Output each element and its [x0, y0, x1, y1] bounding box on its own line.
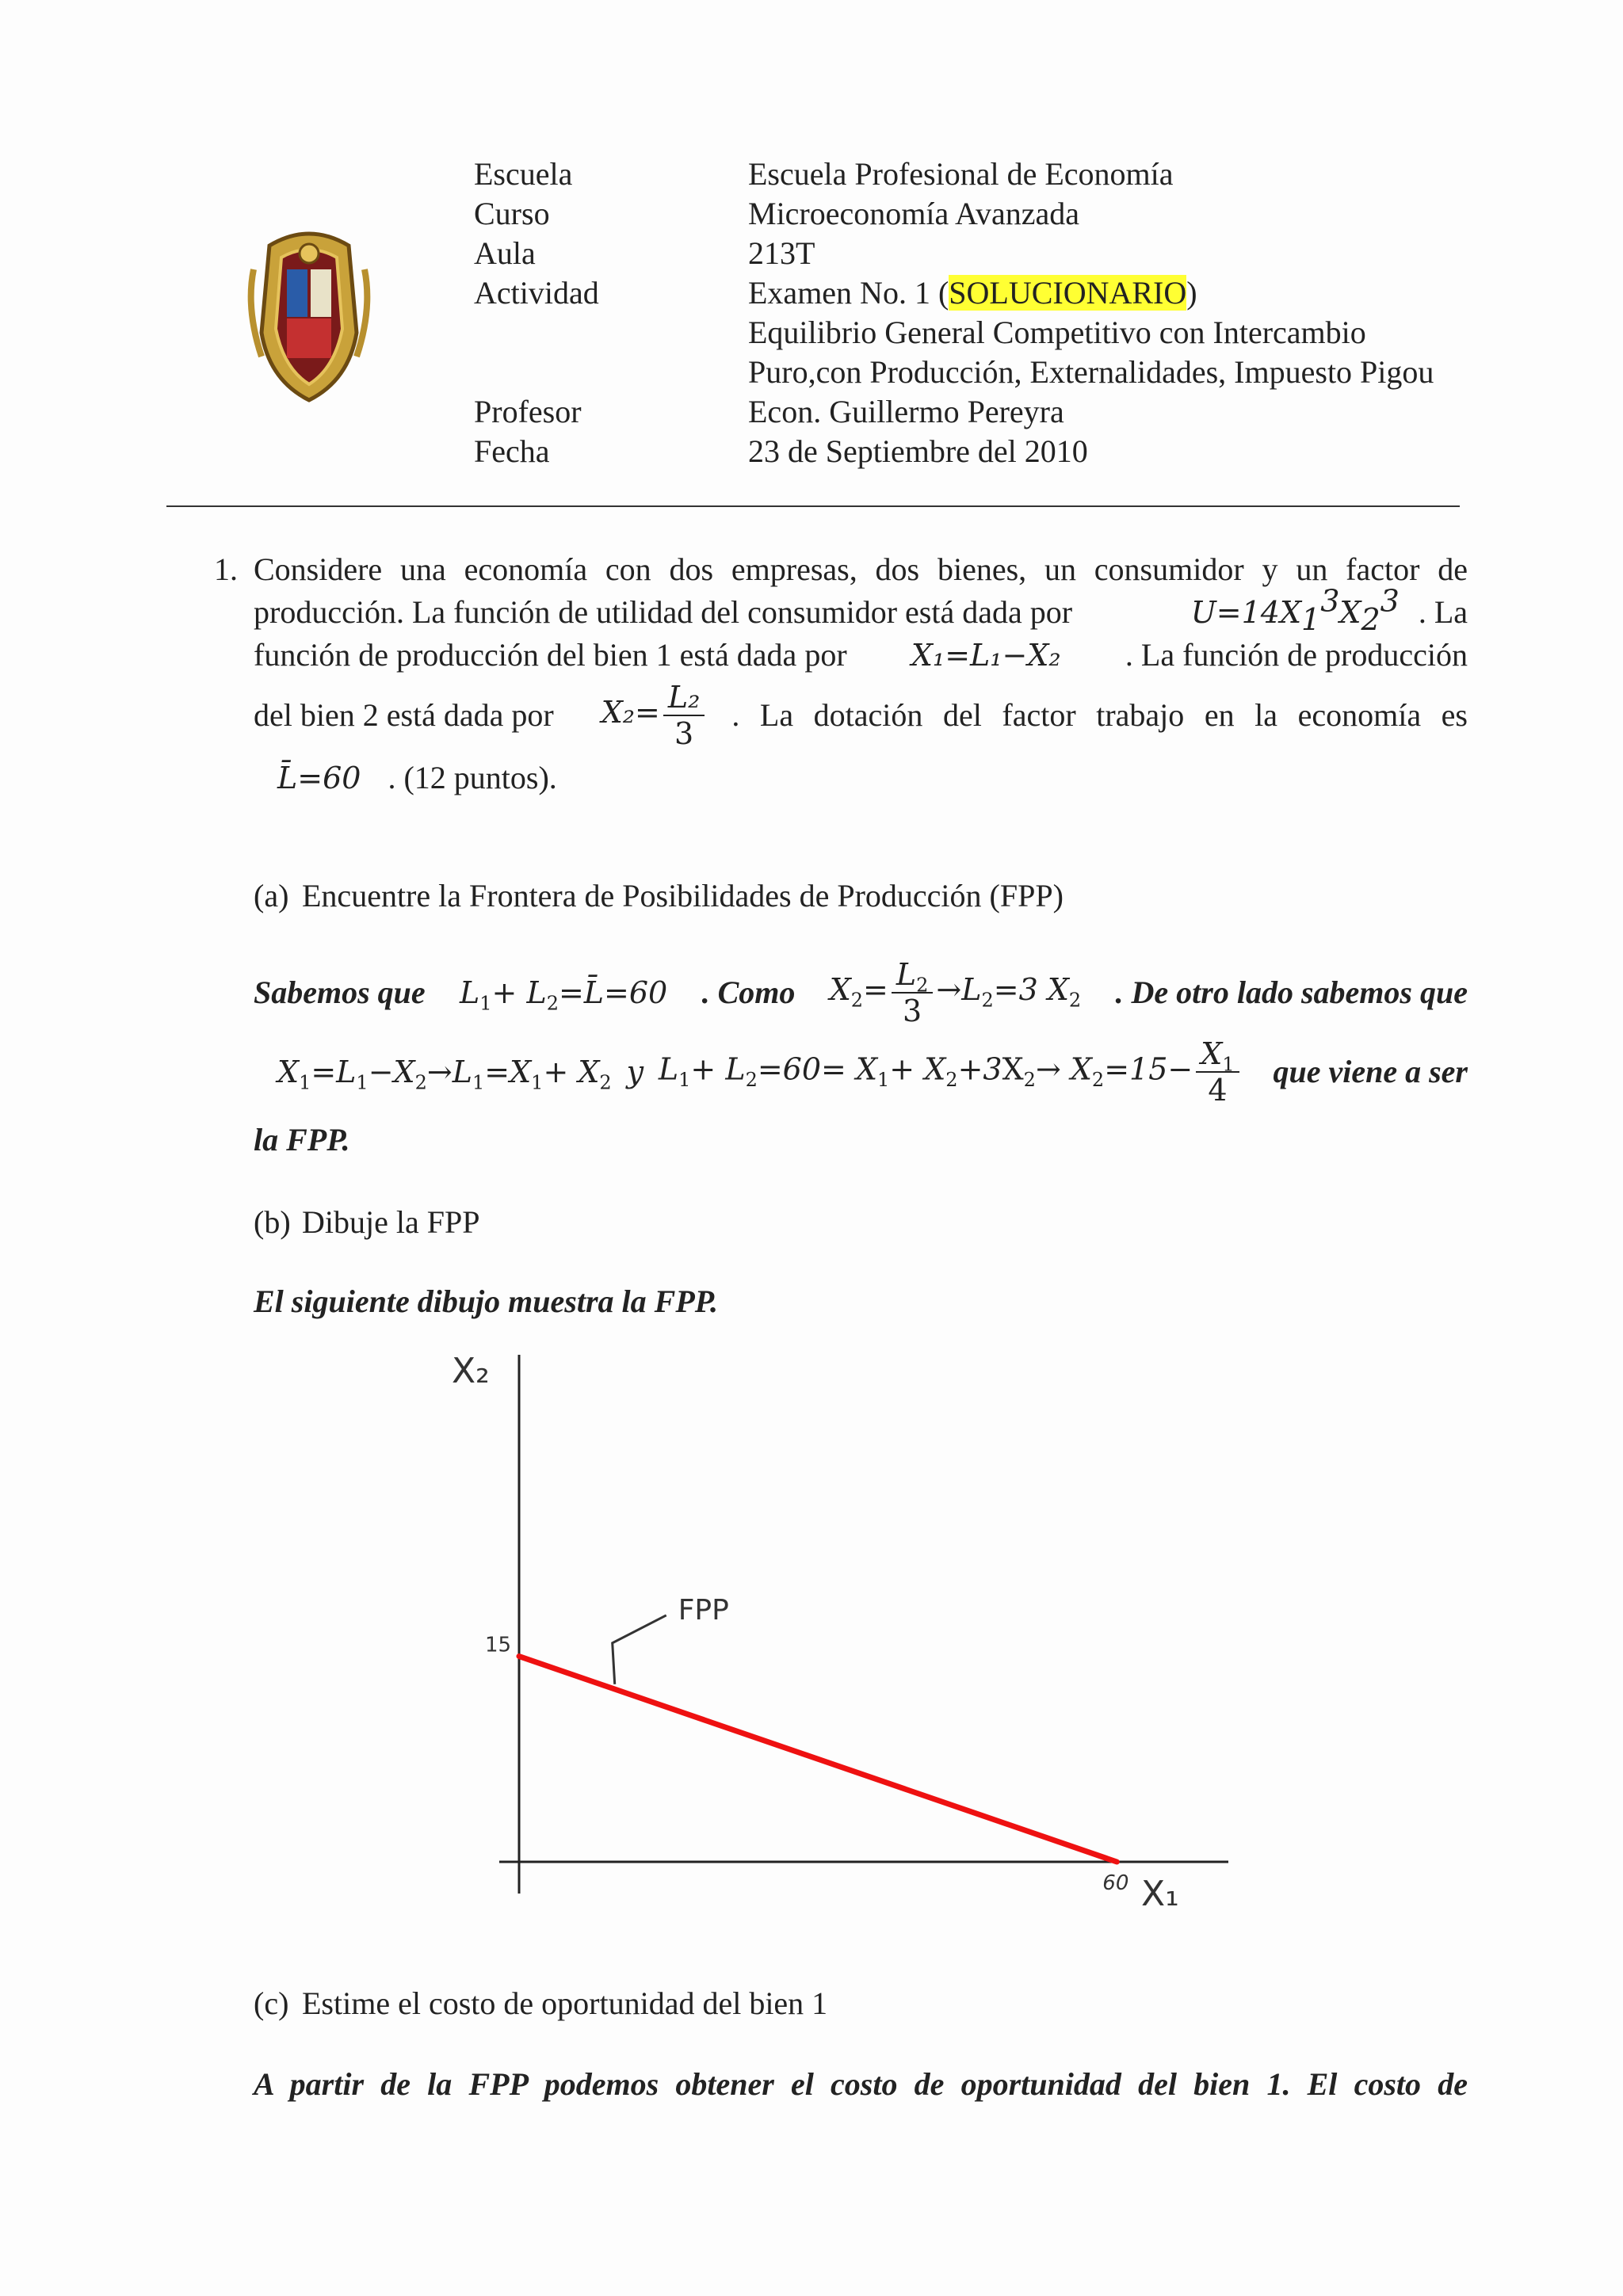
solucionario-highlight: SOLUCIONARIO [949, 275, 1187, 311]
header-divider [166, 505, 1460, 507]
question-text-line [254, 583, 1468, 637]
answer-text: y [626, 1055, 644, 1089]
fpp-equation: $L_1+ L_2=60= X_1+ X_2+3X_2\to X_2=15-$ $\frac{X_1}{4}$ [659, 1036, 1243, 1108]
part-b-text: Dibuje la FPP [302, 1204, 480, 1240]
answer-text: la FPP. [254, 1122, 350, 1158]
header-value: Econ. Guillermo Pereyra [748, 394, 1064, 429]
labor-constraint: $L_1+$ $L_2=L̄=60$ [460, 975, 668, 1015]
fpp-chart [444, 1347, 1236, 1933]
fpp-derivation: $X_1=L_1-X_2\to L_1=X_1+ X_2$ [277, 1055, 612, 1094]
header-value: Equilibrio General Competitivo con Intercambio [748, 315, 1366, 350]
answer-text: que viene a ser [1273, 1054, 1468, 1089]
part-a-label: (a) [254, 878, 289, 913]
header-label: Profesor [474, 394, 582, 429]
question-text-line [254, 634, 1468, 677]
header-value: Microeconomía Avanzada [748, 196, 1079, 231]
header-label: Curso [474, 196, 550, 231]
q1-text: . (12 puntos). [388, 760, 557, 795]
part-a-answer-line [277, 1036, 1468, 1108]
q1-text: . La [1418, 594, 1468, 630]
answer-text: Sabemos que [254, 974, 426, 1010]
x-axis-label: X₁ [1141, 1874, 1179, 1914]
header-value: 213T [748, 235, 815, 271]
utility-math: U=14X [1190, 595, 1301, 630]
answer-text: . Como [701, 974, 796, 1010]
header-value: Puro,con Producción, Externalidades, Impuesto Pigou [748, 354, 1434, 390]
y-tick-label: 15 [485, 1633, 512, 1657]
part-b-answer: El siguiente dibujo muestra la FPP. [254, 1283, 719, 1319]
question-text-line [254, 680, 1468, 751]
activity-prefix: Examen No. 1 ( [748, 275, 949, 311]
q1-text: . La función de producción [1125, 637, 1468, 673]
header-value: 23 de Septiembre del 2010 [748, 433, 1088, 469]
prod2-numerator: L₂ [663, 680, 705, 716]
labor-endowment: L̄=60 [277, 761, 361, 795]
utility-formula: $U=14X_1^3X_2^3$ [1190, 583, 1400, 637]
question-text-line: Considere una economía con dos empresas, dos bienes, un consumidor y un factor de [254, 551, 1468, 587]
q1-text: producción. La función de utilidad del consumidor está dada por [254, 594, 1073, 630]
prod2-denominator: 3 [674, 716, 694, 751]
part-b-label: (b) [254, 1204, 291, 1240]
q1-text: del bien 2 está dada por [254, 697, 554, 733]
activity-suffix: ) [1186, 275, 1197, 311]
part-c-answer: A partir de la FPP podemos obtener el costo de oportunidad del bien 1. El costo de [254, 2066, 1468, 2102]
university-crest-logo [238, 222, 380, 404]
answer-text: . De otro lado sabemos que [1115, 974, 1468, 1010]
y-axis-label: X₂ [452, 1351, 490, 1391]
header-label: Aula [474, 235, 536, 271]
q1-text: función de producción del bien 1 está dada por [254, 637, 847, 673]
part-c-label: (c) [254, 1985, 289, 2021]
header-value: Escuela Profesional de Economía [748, 156, 1174, 192]
x2-relation: $X_2=$ $\frac{L_2}{3}$ $\to L_2=3$ $X_2$ [829, 957, 1082, 1028]
fpp-line [519, 1657, 1117, 1862]
part-a-answer-line [254, 957, 1468, 1028]
question-number: 1. [214, 551, 238, 587]
x-tick-label: 60 [1102, 1871, 1129, 1895]
fpp-annotation-label: FPP [678, 1593, 729, 1627]
header-label: Actividad [474, 275, 599, 311]
question-text-line [277, 757, 557, 799]
production-function-1: X₁=L₁−X₂ [911, 638, 1061, 673]
prod2-lhs: X₂= [601, 695, 660, 730]
header-value-activity [748, 273, 1197, 313]
production-function-2 [601, 680, 708, 751]
part-a-text: Encuentre la Frontera de Posibilidades de Producción (FPP) [302, 878, 1064, 913]
header-label: Escuela [474, 156, 573, 192]
part-c-text: Estime el costo de oportunidad del bien 1 [302, 1985, 828, 2021]
fpp-annotation-leader [613, 1615, 666, 1684]
q1-text: . La dotación del factor trabajo en la economía es [731, 697, 1468, 733]
header-label: Fecha [474, 433, 550, 469]
